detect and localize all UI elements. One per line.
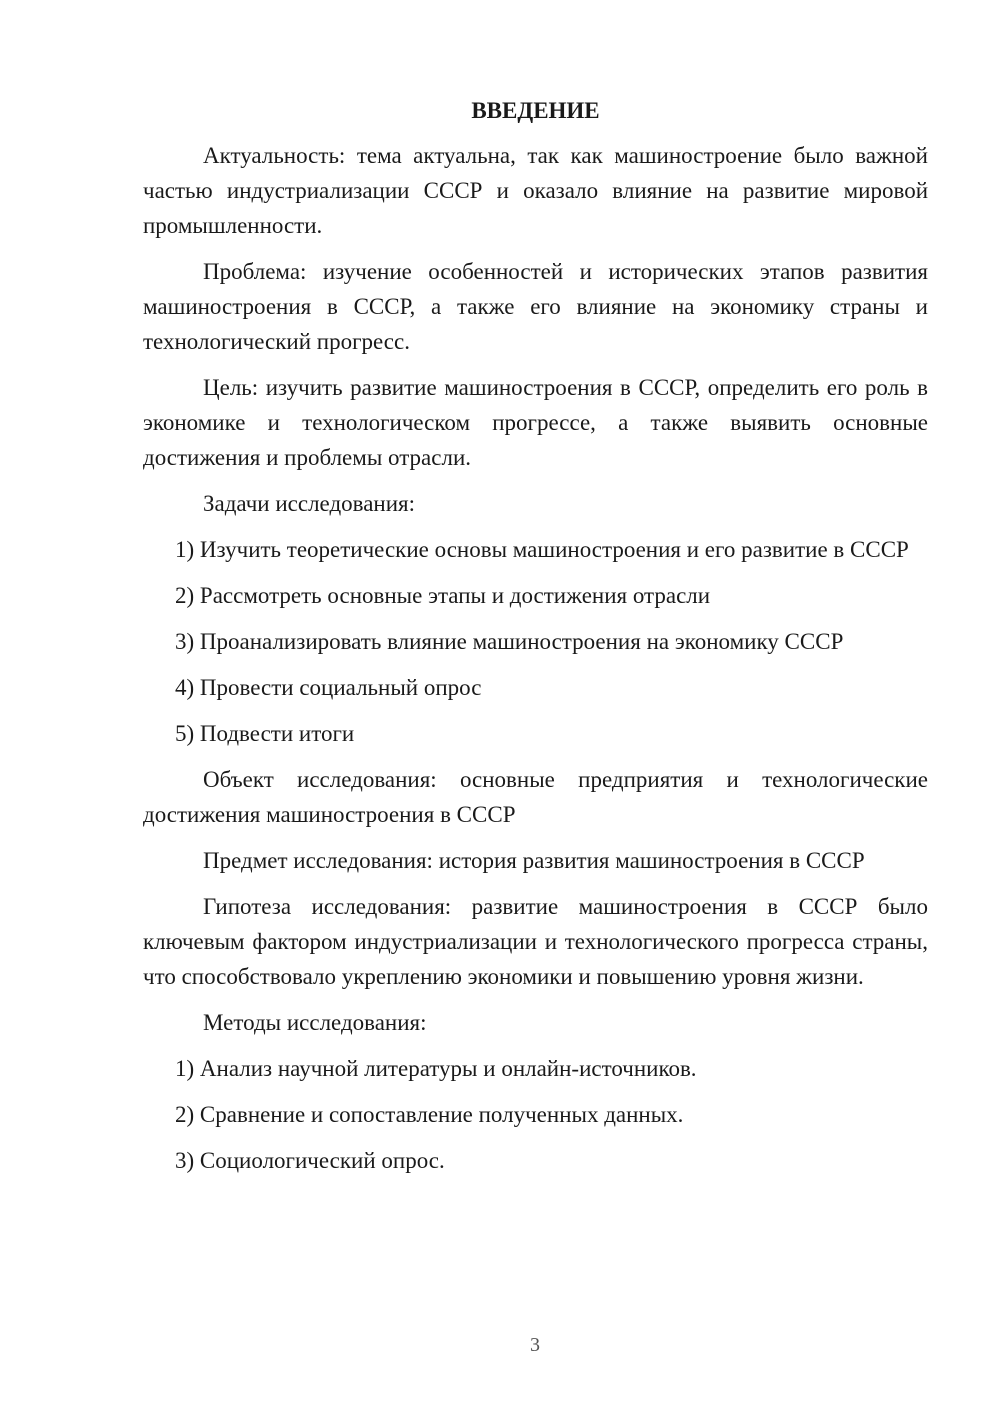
methods-heading: Методы исследования:	[203, 1010, 427, 1035]
task-item: 3) Проанализировать влияние машиностроения на экономику СССР	[175, 629, 844, 654]
task-item: 1) Изучить теоретические основы машиностроения и его развитие в СССР	[175, 537, 909, 562]
tasks-list	[143, 532, 928, 751]
subject-paragraph: Предмет исследования: история развития машиностроения в СССР	[203, 848, 865, 873]
method-item: 2) Сравнение и сопоставление полученных данных.	[175, 1102, 684, 1127]
relevance-paragraph: Актуальность: тема актуальна, так как машиностроение было важной частью индустриализации СССР и оказало влияние на развитие мировой промышленности.	[143, 143, 928, 238]
problem-paragraph: Проблема: изучение особенностей и исторических этапов развития машиностроения в СССР, а также его влияние на экономику страны и технологический прогресс.	[143, 259, 928, 354]
methods-list	[143, 1051, 928, 1178]
task-item: 2) Рассмотреть основные этапы и достижения отрасли	[175, 583, 711, 608]
method-item: 3) Социологический опрос.	[175, 1148, 445, 1173]
tasks-heading: Задачи исследования:	[203, 491, 416, 516]
page-content	[143, 96, 928, 1189]
method-item: 1) Анализ научной литературы и онлайн-источников.	[175, 1056, 697, 1081]
object-paragraph: Объект исследования: основные предприятия и технологические достижения машиностроения в СССР	[143, 767, 928, 827]
hypothesis-paragraph: Гипотеза исследования: развитие машиностроения в СССР было ключевым фактором индустриализации и технологического прогресса страны, что способствовало укреплению экономики и повышению уровня жизни.	[143, 894, 928, 989]
task-item: 5) Подвести итоги	[175, 721, 355, 746]
task-item: 4) Провести социальный опрос	[175, 675, 482, 700]
goal-paragraph: Цель: изучить развитие машиностроения в СССР, определить его роль в экономике и технологическом прогрессе, а также выявить основные достижения и проблемы отрасли.	[143, 375, 928, 470]
page-number: 3	[530, 1334, 540, 1356]
page-title: ВВЕДЕНИЕ	[471, 98, 600, 123]
